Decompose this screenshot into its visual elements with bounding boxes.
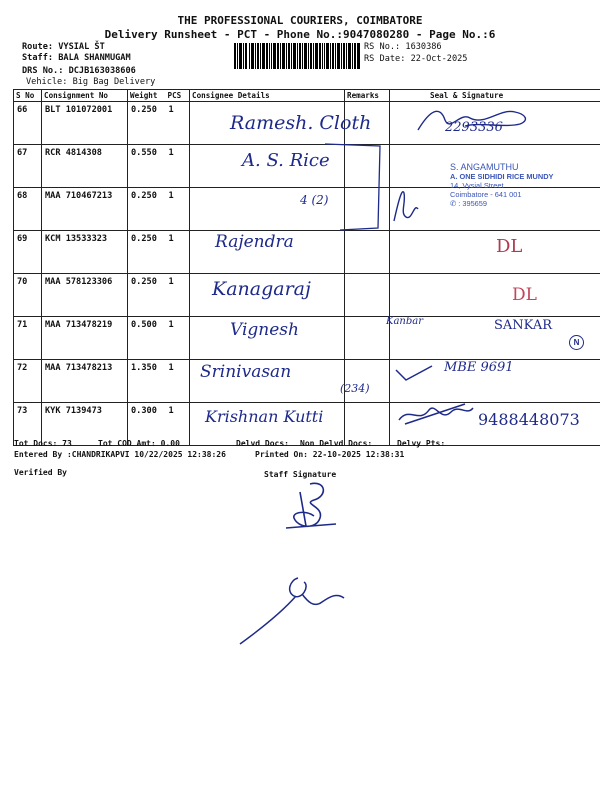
entered-by: Entered By :CHANDRIKAPVI 10/22/2025 12:38:26: [14, 450, 226, 459]
cell-weight: 0.300: [128, 403, 166, 446]
cell-remarks: [345, 317, 390, 360]
handwritten-number-66: 2293336: [445, 120, 503, 135]
cell-pcs: 1: [166, 274, 190, 317]
cell-consignment: KYK 7139473: [42, 403, 128, 446]
staff-signature: [280, 478, 340, 536]
stamp-line: S. ANGAMUTHU: [450, 162, 519, 172]
handwritten-name-70: Kanagaraj: [212, 278, 311, 300]
cell-pcs: 1: [166, 403, 190, 446]
stamp-line: ✆ : 395659: [450, 199, 488, 208]
col-pcs: PCS: [166, 90, 190, 102]
company-stamp: [450, 163, 553, 208]
cell-pcs: 1: [166, 188, 190, 231]
handwritten-name-71: Vignesh: [230, 320, 299, 340]
bracket-mark-67: [320, 140, 390, 235]
delivery-points: Delvy Pts:: [397, 439, 446, 448]
rs-number: RS No.: 1630386: [364, 42, 442, 52]
tick-mark-72: [392, 362, 436, 384]
cell-consignment: KCM 13533323: [42, 231, 128, 274]
cell-weight: 0.250: [128, 102, 166, 145]
route-label: Route: VYSIAL ŠT: [22, 42, 105, 52]
cell-consignment: MAA 578123306: [42, 274, 128, 317]
handwritten-phone-73: 9488448073: [478, 410, 580, 429]
cell-consignment: MAA 710467213: [42, 188, 128, 231]
handwritten-sign-71: SANKAR: [494, 318, 553, 333]
handwritten-dl-69: DL: [496, 236, 523, 257]
vehicle-label: Vehicle: Big Bag Delivery: [26, 77, 156, 87]
barcode: [234, 43, 360, 69]
stamp-line: 14, Vysial Street: [450, 181, 504, 190]
handwritten-note-72: (234): [340, 382, 370, 395]
verifier-signature: [232, 572, 362, 650]
cell-pcs: 1: [166, 145, 190, 188]
runsheet-subtitle: Delivery Runsheet - PCT - Phone No.:9047080280 - Page No.:6: [104, 28, 496, 41]
cell-consignment: MAA 713478213: [42, 360, 128, 403]
col-seal: Seal & Signature: [390, 90, 600, 102]
cell-remarks: [345, 231, 390, 274]
handwritten-name-66: Ramesh. Cloth: [230, 112, 372, 134]
cell-sno: 69: [14, 231, 42, 274]
handwritten-name-69: Rajendra: [215, 232, 294, 252]
stamp-line: Coimbatore - 641 001: [450, 190, 522, 199]
cell-weight: 1.350: [128, 360, 166, 403]
company-title: THE PROFESSIONAL COURIERS, COIMBATORE: [177, 14, 423, 27]
cell-sno: 66: [14, 102, 42, 145]
signature-73: [395, 398, 477, 430]
drs-number: DRS No.: DCJB163038606: [22, 66, 136, 76]
handwritten-dl-70: DL: [512, 285, 537, 305]
printed-on: Printed On: 22-10-2025 12:38:31: [255, 450, 405, 459]
col-remarks: Remarks: [345, 90, 390, 102]
stamp-line: A. ONE SIDHIDI RICE MUNDY: [450, 172, 554, 181]
cell-sno: 71: [14, 317, 42, 360]
handwritten-name-67: A. S. Rice: [242, 150, 330, 171]
cell-pcs: 1: [166, 102, 190, 145]
cell-pcs: 1: [166, 231, 190, 274]
total-docs: Tot Docs: 73: [14, 439, 72, 448]
rs-date: RS Date: 22-Oct-2025: [364, 54, 468, 64]
cell-consignment: BLT 101072001: [42, 102, 128, 145]
handwritten-name-72: Srinivasan: [200, 362, 292, 382]
cell-pcs: 1: [166, 317, 190, 360]
cell-sno: 68: [14, 188, 42, 231]
cell-pcs: 1: [166, 360, 190, 403]
col-consignment: Consignment No: [42, 90, 128, 102]
total-cod-amount: Tot COD Amt: 0.00: [98, 439, 180, 448]
circled-mark-71: N: [569, 335, 584, 350]
cell-weight: 0.250: [128, 188, 166, 231]
verified-by-label: Verified By: [14, 468, 67, 477]
cell-weight: 0.550: [128, 145, 166, 188]
signature-68: [388, 183, 424, 225]
cell-sno: 67: [14, 145, 42, 188]
cell-remarks: [345, 274, 390, 317]
non-delivered-docs: Non Delvd Docs:: [300, 439, 373, 448]
cell-sno: 73: [14, 403, 42, 446]
cell-consignment: MAA 713478219: [42, 317, 128, 360]
col-sno: S No: [14, 90, 42, 102]
cell-seal: [390, 274, 600, 317]
cell-remarks: [345, 360, 390, 403]
cell-weight: 0.250: [128, 231, 166, 274]
handwritten-note-68: 4 (2): [300, 193, 329, 207]
cell-seal: [390, 231, 600, 274]
handwritten-remark-71: Kanbar: [386, 316, 424, 327]
cell-weight: 0.250: [128, 274, 166, 317]
staff-label: Staff: BALA SHANMUGAM: [22, 53, 131, 63]
col-weight: Weight: [128, 90, 166, 102]
signature-66: [410, 100, 540, 140]
runsheet-table: [13, 89, 600, 446]
cell-sno: 70: [14, 274, 42, 317]
cell-weight: 0.500: [128, 317, 166, 360]
handwritten-phone-72: MBE 9691: [444, 360, 514, 375]
staff-signature-label: Staff Signature: [264, 470, 337, 479]
handwritten-name-73: Krishnan Kutti: [205, 407, 324, 426]
col-consignee: Consignee Details: [190, 90, 345, 102]
cell-sno: 72: [14, 360, 42, 403]
delivered-docs: Delvd Docs:: [236, 439, 289, 448]
cell-consignment: RCR 4814308: [42, 145, 128, 188]
